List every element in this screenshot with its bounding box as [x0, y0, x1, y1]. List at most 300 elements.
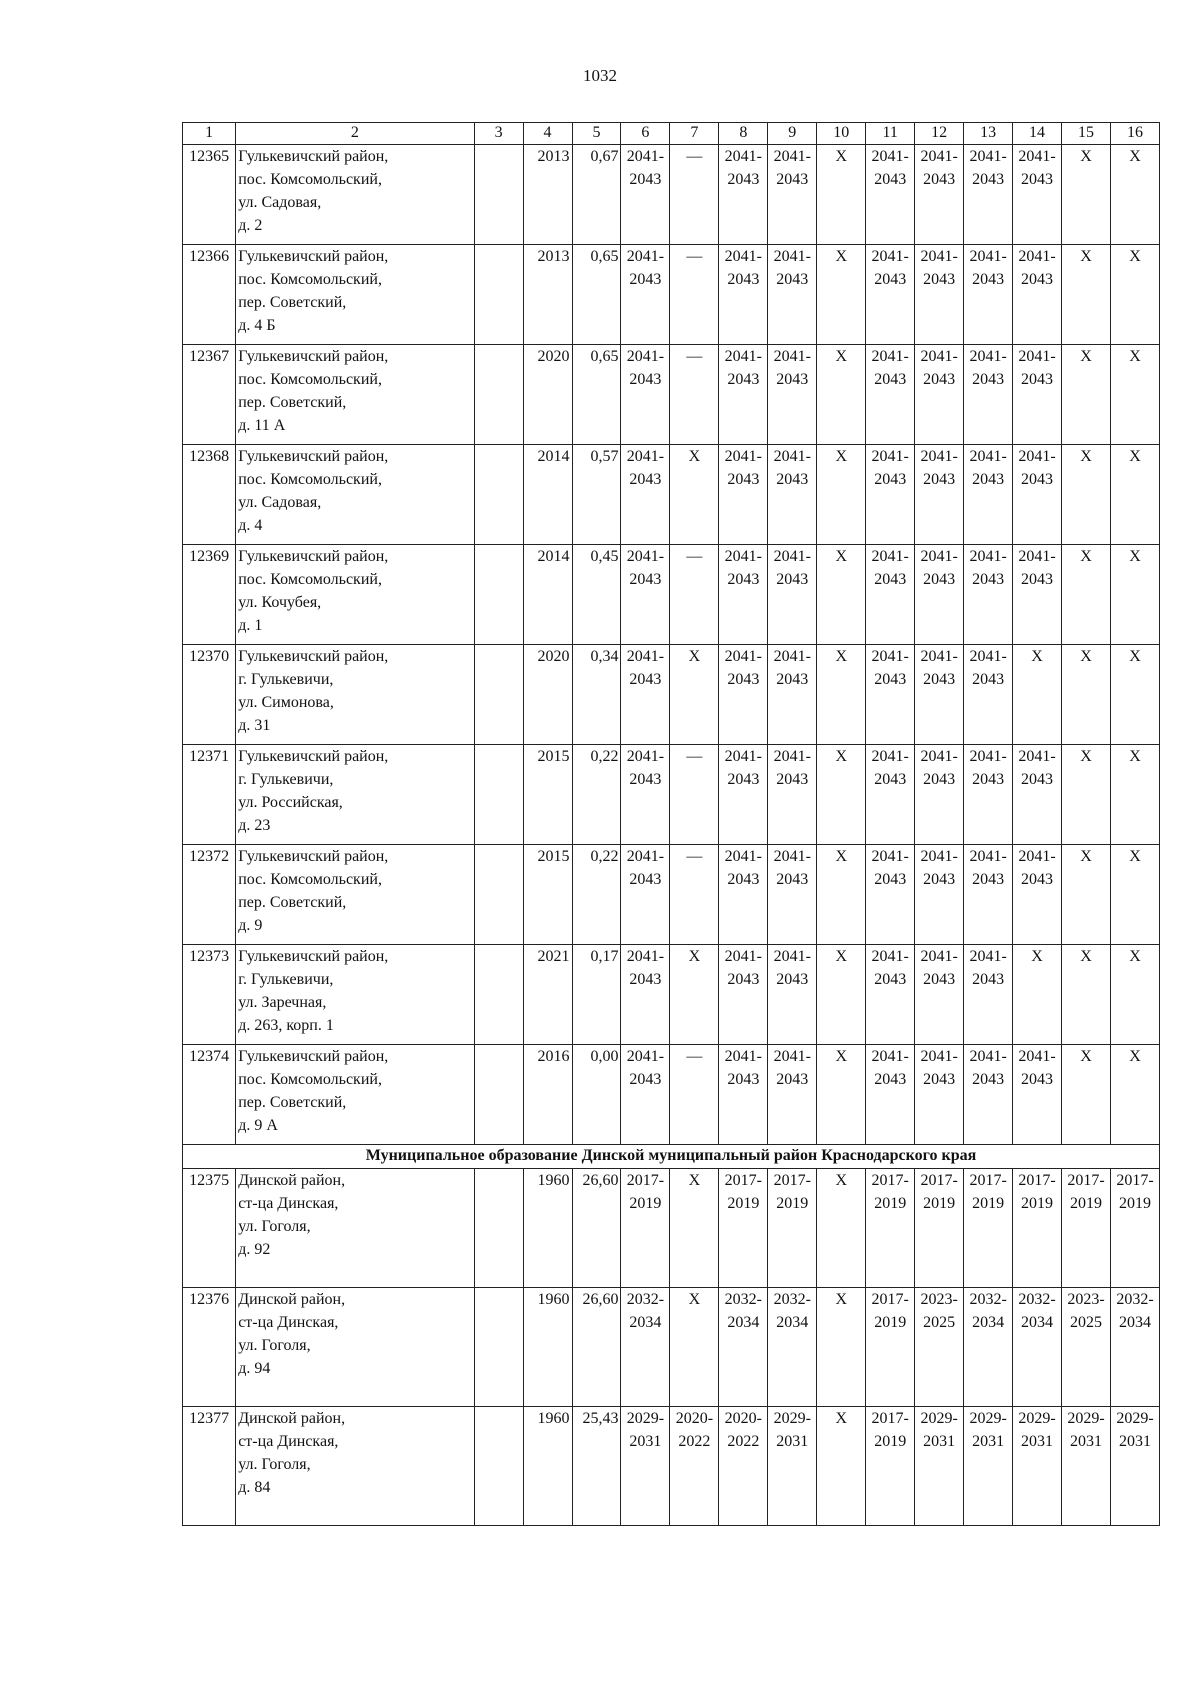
table-row: [183, 745, 1160, 845]
cell-line: Х: [835, 648, 848, 665]
record-id: 12373: [183, 945, 236, 1045]
record-id: 12365: [183, 145, 236, 245]
cell-line: 2041-: [969, 948, 1007, 965]
cell-line: Х: [688, 948, 701, 965]
header-row: [183, 123, 1160, 145]
cell-line: 2017-: [920, 1172, 958, 1189]
cell-line: 2043: [629, 471, 662, 488]
cell-line: Х: [835, 748, 848, 765]
cell-line: 2041-: [1018, 548, 1056, 565]
period-cell-col14: [1013, 645, 1062, 745]
cell-line: Динской район,: [238, 1172, 346, 1189]
period-cell-col9: [768, 1288, 817, 1407]
cell-line: 2043: [923, 371, 956, 388]
period-cell-col16: [1110, 1045, 1159, 1145]
period-cell-col7: [670, 1407, 719, 1526]
period-cell-col15: [1062, 545, 1111, 645]
period-cell-col11: [866, 345, 915, 445]
cell-line: ст-ца Динская,: [238, 1433, 339, 1450]
col3-cell: [474, 745, 523, 845]
cell-line: 2041-: [773, 848, 811, 865]
address-cell: [236, 945, 474, 1045]
cell-line: 2043: [874, 471, 907, 488]
cell-line: Х: [1080, 148, 1092, 165]
cell-line: 2041-: [626, 848, 665, 865]
period-cell-col10: [817, 745, 866, 845]
col3-cell: [474, 1288, 523, 1407]
cell-line: 2043: [972, 771, 1005, 788]
cell-line: 2043: [874, 871, 907, 888]
table-row: [183, 1407, 1160, 1526]
cell-line: 2043: [776, 271, 809, 288]
cell-line: Х: [688, 1291, 701, 1308]
cell-line: 2043: [776, 771, 809, 788]
cell-line: 2041-: [724, 748, 762, 765]
cell-line: 2043: [629, 271, 662, 288]
cell-line: 2043: [874, 371, 907, 388]
period-cell-col11: [866, 1169, 915, 1288]
period-cell-col9: [768, 945, 817, 1045]
cell-line: —: [686, 1048, 703, 1065]
cell-line: Х: [1129, 548, 1141, 565]
cell-line: 2029-: [1067, 1410, 1105, 1427]
period-cell-col9: [768, 245, 817, 345]
cell-line: 2041-: [871, 148, 909, 165]
col3-cell: [474, 845, 523, 945]
value-cell: 26,60: [572, 1169, 621, 1288]
period-cell-col13: [964, 545, 1013, 645]
cell-line: Гулькевичский район,: [238, 1048, 389, 1065]
year-built-cell: 2013: [523, 145, 572, 245]
period-cell-col12: [915, 345, 964, 445]
period-cell-col9: [768, 1045, 817, 1145]
period-cell-col12: [915, 1045, 964, 1145]
cell-line: 2043: [874, 571, 907, 588]
cell-line: 2043: [1021, 1071, 1054, 1088]
cell-line: д. 94: [238, 1360, 271, 1377]
cell-line: 2041-: [1018, 448, 1056, 465]
period-cell-col12: [915, 1169, 964, 1288]
cell-line: Х: [835, 1291, 848, 1308]
cell-line: 2041-: [871, 648, 909, 665]
cell-line: 2043: [1021, 271, 1054, 288]
section-body: [183, 1145, 1160, 1169]
cell-line: пос. Комсомольский,: [238, 471, 382, 488]
period-cell-col7: [670, 145, 719, 245]
period-cell-col7: [670, 545, 719, 645]
cell-line: 2041-: [626, 448, 665, 465]
cell-line: 2043: [1021, 171, 1054, 188]
cell-line: 2031: [923, 1433, 956, 1450]
address-cell: [236, 845, 474, 945]
period-cell-col7: [670, 845, 719, 945]
section-header-row: [183, 1145, 1160, 1169]
period-cell-col15: [1062, 1045, 1111, 1145]
period-cell-col14: [1013, 745, 1062, 845]
cell-line: 2041-: [724, 548, 762, 565]
cell-line: 2041-: [969, 648, 1007, 665]
value-cell: 25,43: [572, 1407, 621, 1526]
cell-line: 2041-: [969, 1048, 1007, 1065]
cell-line: 2031: [1070, 1433, 1102, 1450]
record-id: 12370: [183, 645, 236, 745]
cell-line: пер. Советский,: [238, 394, 347, 411]
year-built-cell: 2021: [523, 945, 572, 1045]
cell-line: 2034: [1021, 1314, 1054, 1331]
period-cell-col8: [719, 445, 768, 545]
cell-line: Х: [835, 1172, 848, 1189]
cell-line: 2043: [874, 971, 907, 988]
table-row: [183, 1169, 1160, 1288]
period-cell-col9: [768, 845, 817, 945]
cell-line: ул. Гоголя,: [238, 1456, 311, 1473]
cell-line: 2043: [727, 971, 760, 988]
cell-line: Динской район,: [238, 1410, 346, 1427]
year-built-cell: 2020: [523, 645, 572, 745]
period-cell-col14: [1013, 1169, 1062, 1288]
cell-line: 2029-: [969, 1410, 1007, 1427]
cell-line: —: [686, 748, 703, 765]
cell-line: 2041-: [724, 1048, 762, 1065]
column-number-header: [183, 123, 1160, 145]
value-cell: 0,45: [572, 545, 621, 645]
column-number-1: 1: [183, 123, 236, 145]
cell-line: 2041-: [1018, 148, 1056, 165]
cell-line: 2043: [874, 671, 907, 688]
cell-line: 2041-: [724, 948, 762, 965]
period-cell-col16: [1110, 845, 1159, 945]
period-cell-col13: [964, 245, 1013, 345]
period-cell-col8: [719, 145, 768, 245]
cell-line: Х: [1129, 1048, 1141, 1065]
cell-line: Х: [1080, 748, 1092, 765]
period-cell-col16: [1110, 445, 1159, 545]
cell-line: 2019: [923, 1195, 956, 1212]
cell-line: 2043: [1021, 571, 1054, 588]
cell-line: 2032-: [626, 1291, 665, 1308]
period-cell-col10: [817, 245, 866, 345]
cell-line: Гулькевичский район,: [238, 448, 389, 465]
cell-line: Х: [1080, 548, 1092, 565]
cell-line: 2032-: [773, 1291, 811, 1308]
cell-line: 2022: [727, 1433, 760, 1450]
cell-line: 2041-: [724, 248, 762, 265]
year-built-cell: 1960: [523, 1288, 572, 1407]
column-number-12: 12: [915, 123, 964, 145]
cell-line: 2031: [1118, 1433, 1151, 1450]
cell-line: 2043: [923, 471, 956, 488]
cell-line: 2043: [874, 1071, 907, 1088]
period-cell-col6: [621, 345, 670, 445]
cell-line: 2041-: [871, 248, 909, 265]
cell-line: 2029-: [773, 1410, 811, 1427]
period-cell-col6: [621, 1407, 670, 1526]
period-cell-col6: [621, 1288, 670, 1407]
cell-line: 2041-: [871, 348, 909, 365]
period-cell-col7: [670, 945, 719, 1045]
value-cell: 0,34: [572, 645, 621, 745]
cell-line: 2025: [923, 1314, 956, 1331]
cell-line: 2029-: [1116, 1410, 1154, 1427]
value-cell: 0,57: [572, 445, 621, 545]
cell-line: 2043: [727, 171, 760, 188]
cell-line: 2031: [629, 1433, 662, 1450]
period-cell-col6: [621, 845, 670, 945]
col3-cell: [474, 1045, 523, 1145]
period-cell-col8: [719, 1045, 768, 1145]
period-cell-col9: [768, 745, 817, 845]
address-cell: [236, 345, 474, 445]
cell-line: ул. Садовая,: [238, 194, 322, 211]
period-cell-col6: [621, 145, 670, 245]
period-cell-col8: [719, 945, 768, 1045]
period-cell-col6: [621, 1169, 670, 1288]
cell-line: Х: [1129, 848, 1141, 865]
cell-line: ул. Кочубея,: [238, 594, 322, 611]
period-cell-col16: [1110, 1407, 1159, 1526]
cell-line: 2023-: [1067, 1291, 1105, 1308]
period-cell-col15: [1062, 345, 1111, 445]
cell-line: 2025: [1070, 1314, 1102, 1331]
cell-line: 2041-: [626, 948, 665, 965]
cell-line: 2043: [972, 971, 1005, 988]
cell-line: 2041-: [969, 748, 1007, 765]
cell-line: ул. Гоголя,: [238, 1218, 311, 1235]
cell-line: 2017-: [1067, 1172, 1105, 1189]
period-cell-col8: [719, 1288, 768, 1407]
cell-line: 2041-: [871, 448, 909, 465]
cell-line: 2041-: [626, 1048, 665, 1065]
period-cell-col15: [1062, 1288, 1111, 1407]
period-cell-col11: [866, 1045, 915, 1145]
cell-line: 2017-: [1018, 1172, 1056, 1189]
table-row: [183, 445, 1160, 545]
value-cell: 0,65: [572, 345, 621, 445]
cell-line: —: [686, 548, 703, 565]
col3-cell: [474, 445, 523, 545]
cell-line: Х: [1080, 948, 1092, 965]
period-cell-col8: [719, 745, 768, 845]
cell-line: 2020-: [724, 1410, 762, 1427]
cell-line: 2041-: [969, 348, 1007, 365]
cell-line: д. 9 А: [238, 1117, 278, 1134]
period-cell-col15: [1062, 745, 1111, 845]
cell-line: 2041-: [1018, 748, 1056, 765]
cell-line: д. 11 А: [238, 417, 286, 434]
period-cell-col13: [964, 645, 1013, 745]
period-cell-col14: [1013, 545, 1062, 645]
period-cell-col16: [1110, 1288, 1159, 1407]
cell-line: 2031: [1021, 1433, 1054, 1450]
period-cell-col10: [817, 1045, 866, 1145]
period-cell-col11: [866, 145, 915, 245]
cell-line: 2019: [874, 1314, 907, 1331]
period-cell-col6: [621, 245, 670, 345]
col3-cell: [474, 345, 523, 445]
column-number-16: 16: [1110, 123, 1159, 145]
column-number-15: 15: [1062, 123, 1111, 145]
period-cell-col11: [866, 1407, 915, 1526]
cell-line: 2043: [1021, 771, 1054, 788]
cell-line: пос. Комсомольский,: [238, 871, 382, 888]
col3-cell: [474, 245, 523, 345]
cell-line: ст-ца Динская,: [238, 1314, 339, 1331]
cell-line: 2017-: [724, 1172, 762, 1189]
cell-line: 2032-: [724, 1291, 762, 1308]
period-cell-col14: [1013, 945, 1062, 1045]
period-cell-col14: [1013, 1045, 1062, 1145]
cell-line: пер. Советский,: [238, 1094, 347, 1111]
cell-line: 2031: [972, 1433, 1005, 1450]
cell-line: 2029-: [1018, 1410, 1056, 1427]
cell-line: 2043: [923, 771, 956, 788]
year-built-cell: 2015: [523, 845, 572, 945]
cell-line: д. 84: [238, 1479, 271, 1496]
cell-line: Х: [835, 248, 848, 265]
period-cell-col14: [1013, 445, 1062, 545]
cell-line: г. Гулькевичи,: [238, 971, 334, 988]
cell-line: 2019: [874, 1433, 907, 1450]
period-cell-col16: [1110, 1169, 1159, 1288]
record-id: 12374: [183, 1045, 236, 1145]
cell-line: д. 4 Б: [238, 317, 276, 334]
cell-line: ул. Симонова,: [238, 694, 334, 711]
cell-line: Динской район,: [238, 1291, 346, 1308]
period-cell-col16: [1110, 245, 1159, 345]
cell-line: 2043: [1021, 471, 1054, 488]
cell-line: 2043: [776, 671, 809, 688]
cell-line: Х: [835, 848, 848, 865]
cell-line: 2041-: [773, 348, 811, 365]
value-cell: 0,65: [572, 245, 621, 345]
period-cell-col16: [1110, 945, 1159, 1045]
cell-line: 2041-: [1018, 1048, 1056, 1065]
period-cell-col8: [719, 645, 768, 745]
period-cell-col14: [1013, 1288, 1062, 1407]
period-cell-col13: [964, 445, 1013, 545]
column-number-2: 2: [236, 123, 474, 145]
period-cell-col10: [817, 145, 866, 245]
table-row: [183, 645, 1160, 745]
table-row: [183, 845, 1160, 945]
cell-line: 2041-: [920, 248, 958, 265]
cell-line: Гулькевичский район,: [238, 548, 389, 565]
column-number-14: 14: [1013, 123, 1062, 145]
year-built-cell: 2015: [523, 745, 572, 845]
period-cell-col10: [817, 445, 866, 545]
period-cell-col16: [1110, 645, 1159, 745]
cell-line: 2022: [678, 1433, 711, 1450]
cell-line: 2043: [972, 571, 1005, 588]
cell-line: —: [686, 148, 703, 165]
cell-line: ул. Российская,: [238, 794, 343, 811]
table-row: [183, 945, 1160, 1045]
cell-line: Х: [688, 448, 701, 465]
cell-line: 2034: [972, 1314, 1005, 1331]
cell-line: 2043: [629, 771, 662, 788]
period-cell-col11: [866, 445, 915, 545]
period-cell-col12: [915, 845, 964, 945]
period-cell-col10: [817, 545, 866, 645]
cell-line: Х: [688, 1172, 701, 1189]
cell-line: 2041-: [920, 748, 958, 765]
period-cell-col9: [768, 1169, 817, 1288]
period-cell-col6: [621, 645, 670, 745]
cell-line: 2043: [629, 671, 662, 688]
value-cell: 0,22: [572, 845, 621, 945]
period-cell-col15: [1062, 145, 1111, 245]
period-cell-col12: [915, 1407, 964, 1526]
cell-line: 2043: [923, 571, 956, 588]
cell-line: 2023-: [920, 1291, 958, 1308]
cell-line: 2041-: [773, 748, 811, 765]
period-cell-col15: [1062, 245, 1111, 345]
cell-line: 2041-: [969, 548, 1007, 565]
cell-line: 2041-: [969, 248, 1007, 265]
cell-line: 2017-: [626, 1172, 665, 1189]
period-cell-col8: [719, 1407, 768, 1526]
period-cell-col11: [866, 645, 915, 745]
cell-line: 2043: [972, 171, 1005, 188]
cell-line: 2041-: [871, 748, 909, 765]
year-built-cell: 2014: [523, 545, 572, 645]
value-cell: 0,67: [572, 145, 621, 245]
period-cell-col8: [719, 245, 768, 345]
cell-line: г. Гулькевичи,: [238, 771, 334, 788]
cell-line: 2041-: [920, 848, 958, 865]
cell-line: 2041-: [1018, 848, 1056, 865]
cell-line: 2043: [1021, 871, 1054, 888]
cell-line: Х: [835, 1410, 848, 1427]
cell-line: 2043: [776, 571, 809, 588]
cell-line: 2043: [727, 1071, 760, 1088]
period-cell-col7: [670, 245, 719, 345]
cell-line: д. 31: [238, 717, 271, 734]
period-cell-col12: [915, 245, 964, 345]
column-number-13: 13: [964, 123, 1013, 145]
period-cell-col9: [768, 545, 817, 645]
cell-line: 2043: [874, 271, 907, 288]
table-body-gulkevichi: [183, 145, 1160, 1145]
cell-line: 2019: [776, 1195, 809, 1212]
cell-line: ул. Заречная,: [238, 994, 327, 1011]
period-cell-col12: [915, 1288, 964, 1407]
cell-line: 2043: [972, 471, 1005, 488]
period-cell-col14: [1013, 145, 1062, 245]
period-cell-col10: [817, 945, 866, 1045]
year-built-cell: 2016: [523, 1045, 572, 1145]
cell-line: д. 4: [238, 517, 263, 534]
cell-line: Х: [1080, 448, 1092, 465]
cell-line: ул. Гоголя,: [238, 1337, 311, 1354]
cell-line: 2019: [1118, 1195, 1151, 1212]
col3-cell: [474, 145, 523, 245]
cell-line: 2043: [1021, 371, 1054, 388]
record-id: 12366: [183, 245, 236, 345]
cell-line: 2041-: [1018, 348, 1056, 365]
address-cell: [236, 1169, 474, 1288]
cell-line: 2043: [776, 171, 809, 188]
period-cell-col7: [670, 745, 719, 845]
cell-line: 2041-: [773, 548, 811, 565]
cell-line: 2019: [629, 1195, 662, 1212]
address-cell: [236, 745, 474, 845]
period-cell-col11: [866, 845, 915, 945]
cell-line: 2043: [776, 1071, 809, 1088]
cell-line: 2041-: [773, 1048, 811, 1065]
cell-line: 2043: [629, 1071, 662, 1088]
page-number: 1032: [583, 66, 617, 85]
